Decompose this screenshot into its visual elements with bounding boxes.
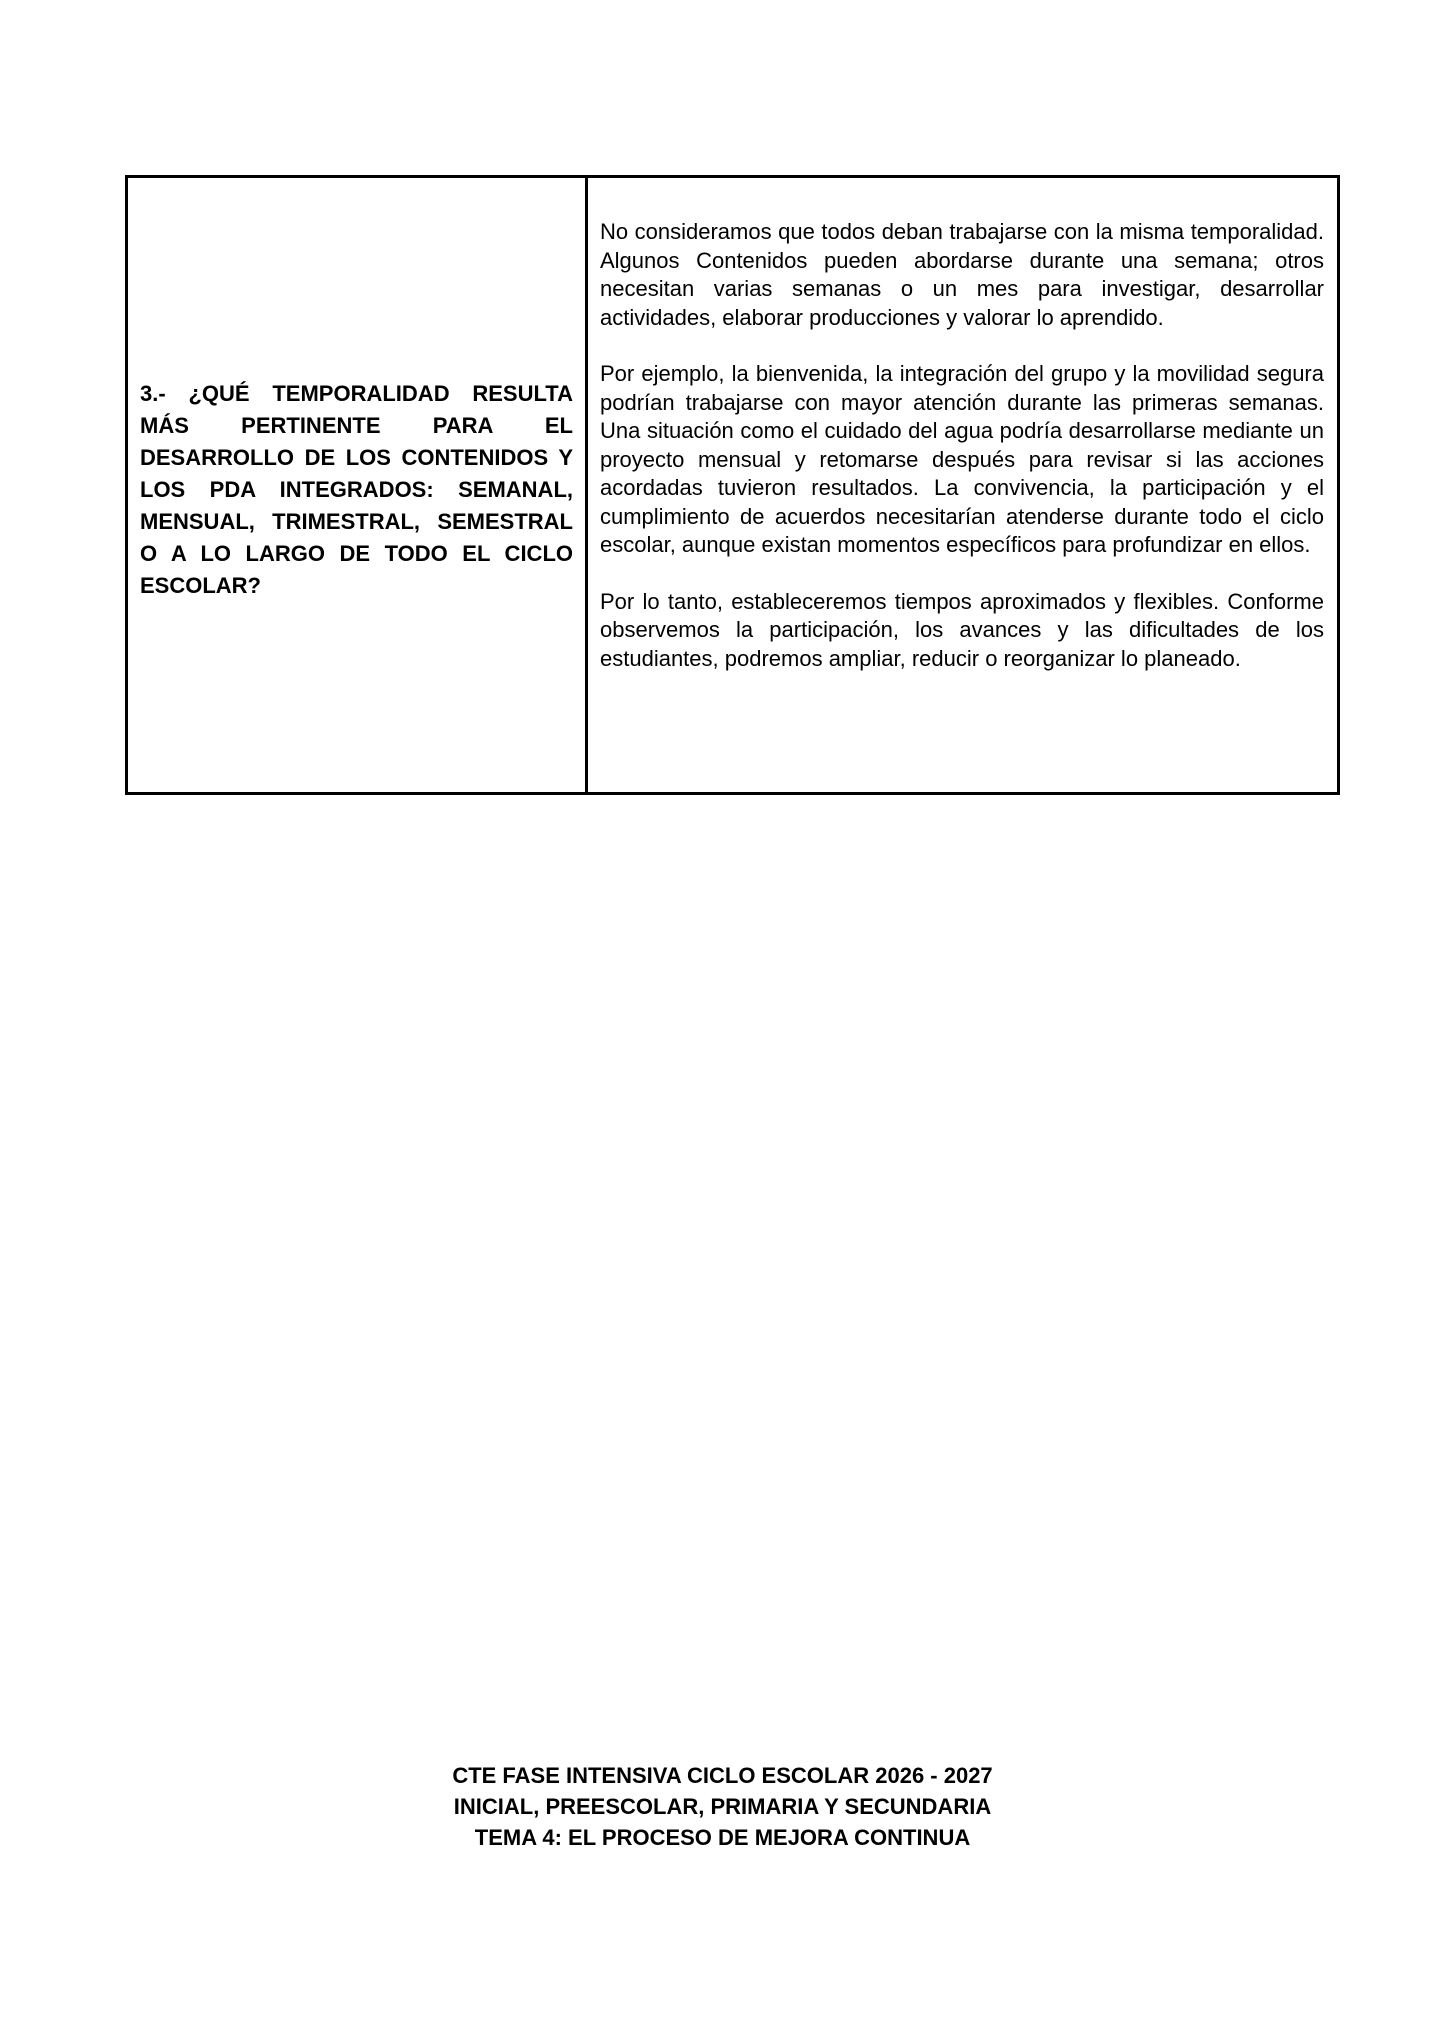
answer-cell [588, 178, 1337, 792]
footer-line-1: CTE FASE INTENSIVA CICLO ESCOLAR 2026 - 2027 [452, 1763, 993, 1788]
footer-line-3: TEMA 4: EL PROCESO DE MEJORA CONTINUA [474, 1825, 971, 1850]
question-text: 3.- ¿QUÉ TEMPORALIDAD RESULTA MÁS PERTINENTE PARA EL DESARROLLO DE LOS CONTENIDOS Y LOS PDA INTEGRADOS: SEMANAL, MENSUAL, TRIMESTRAL, SEMESTRAL O A LO LARGO DE TODO EL CICLO ESCOLAR? [140, 381, 573, 598]
question-answer-table [125, 175, 1340, 795]
answer-paragraph-1: No consideramos que todos deban trabajarse con la misma temporalidad. Algunos Contenidos pueden abordarse durante una semana; otros necesitan varias semanas o un mes para investigar, desarrollar actividades, elaborar producciones y valorar lo aprendido. [600, 219, 1324, 330]
page-footer [0, 1760, 1445, 1853]
question-cell [128, 178, 588, 792]
answer-paragraph-3: Por lo tanto, estableceremos tiempos aproximados y flexibles. Conforme observemos la participación, los avances y las dificultades de los estudiantes, podremos ampliar, reducir o reorganizar lo planeado. [600, 588, 1324, 671]
footer-line-2: INICIAL, PREESCOLAR, PRIMARIA Y SECUNDARIA [453, 1794, 992, 1819]
answer-paragraph-2: Por ejemplo, la bienvenida, la integración del grupo y la movilidad segura podrían trabajarse con mayor atención durante las primeras semanas. Una situación como el cuidado del agua podría desarrollarse mediante un proyecto mensual y retomarse después para revisar si las acciones acordadas tuvieron resultados. La convivencia, la participación y el cumplimiento de acuerdos necesitarían atenderse durante todo el ciclo escolar, aunque existan momentos específicos para profundizar en ellos. [600, 361, 1324, 557]
